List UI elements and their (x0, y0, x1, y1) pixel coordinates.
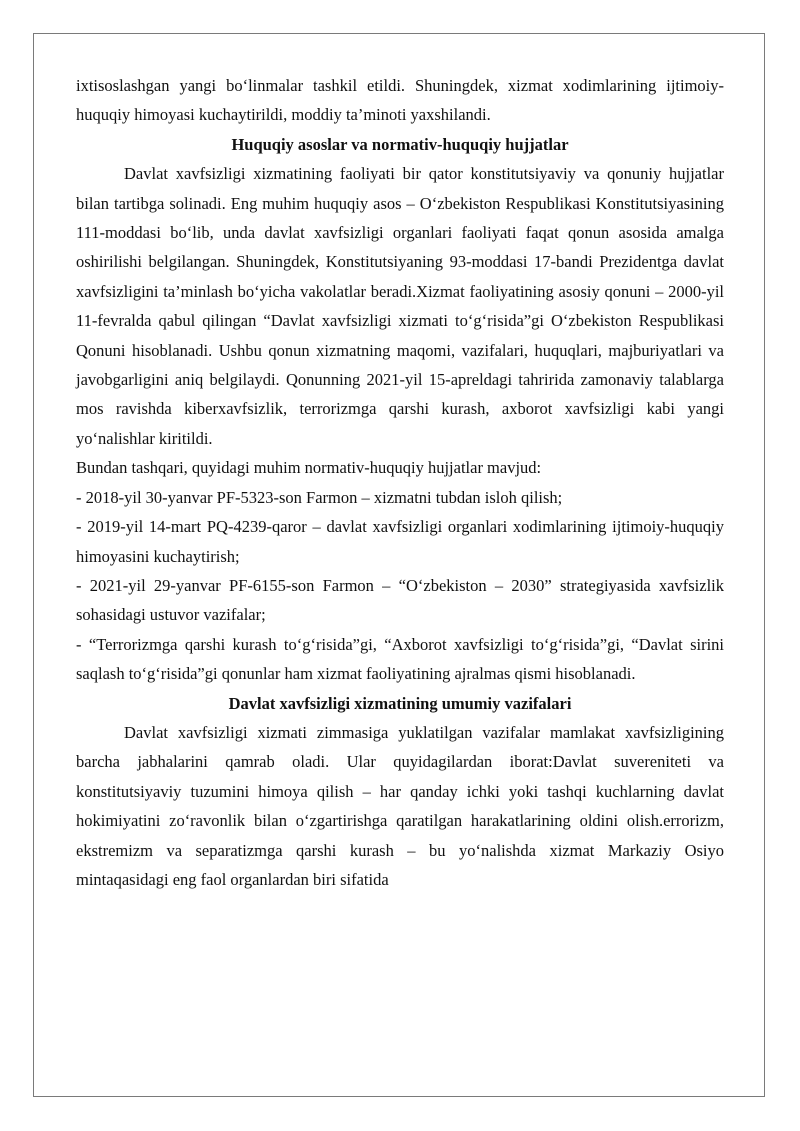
intro-paragraph: ixtisoslashgan yangi bo‘linmalar tashkil etildi. Shuningdek, xizmat xodimlarining ijtimoiy-huquqiy himoyasi kuchaytirildi, moddiy ta’minoti yaxshilandi. (76, 76, 724, 125)
list-item: - 2018-yil 30-yanvar PF-5323-son Farmon – xizmatni tubdan isloh qilish; (76, 487, 563, 507)
list-item: - 2019-yil 14-mart PQ-4239-qaror – davlat xavfsizligi organlari xodimlarining ijtimoiy-huquqiy himoyasini kuchaytirish; (76, 517, 724, 566)
list-intro: Bundan tashqari, quyidagi muhim normativ-huquqiy hujjatlar mavjud: (76, 458, 542, 478)
list-item: - “Terrorizmga qarshi kurash to‘g‘risida”gi, “Axborot xavfsizligi to‘g‘risida”gi, “Davlat sirini saqlash to‘g‘risida”gi qonunlar ham xizmat faoliyatining ajralmas qismi hisoblanadi. (76, 634, 724, 684)
legal-basis-paragraph: Davlat xavfsizligi xizmatining faoliyati bir qator konstitutsiyaviy va qonuniy hujjatlar bilan tartibga solinadi. Eng muhim huquqiy asos – O‘zbekiston Respublikasi Konstitutsiyasining 111-moddasi bo‘lib, unda davlat xavfsizligi organlari faoliyati faqat qonun asosida amalga oshirilishi belgilangan. Shuningdek, Konstitutsiyaning 93-moddasi 17-bandi Prezidentga davlat xavfsizligini ta’minlash bo‘yicha vakolatlar beradi.Xizmat faoliyatining asosiy qonuni – 2000-yil 11-fevralda qabul qilingan “Davlat xavfsizligi xizmati to‘g‘risida”gi O‘zbekiston Respublikasi Qonuni hisoblanadi. Ushbu qonun xizmatning maqomi, vazifalari, huquqlari, majburiyatlari va javobgarligini aniq belgilaydi. Qonunning 2021-yil 15-apreldagi tahririda zamonaviy talablarga mos ravishda kiberxavfsizlik, terrorizmga qarshi kurash, axborot xavfsizligi kabi yangi yo‘nalishlar kiritildi. (76, 164, 724, 448)
section-heading-legal-basis: Huquqiy asoslar va normativ-huquqiy hujjatlar (231, 134, 569, 154)
section-heading-general-tasks: Davlat xavfsizligi xizmatining umumiy vazifalari (228, 693, 572, 713)
list-item: - 2021-yil 29-yanvar PF-6155-son Farmon – “O‘zbekiston – 2030” strategiyasida xavfsizlik sohasidagi ustuvor vazifalar; (76, 575, 724, 625)
normative-documents-list (76, 483, 724, 689)
general-tasks-paragraph: Davlat xavfsizligi xizmati zimmasiga yuklatilgan vazifalar mamlakat xavfsizligining barcha jabhalarini qamrab oladi. Ular quyidagilardan iborat:Davlat suvereniteti va konstitutsiyaviy tuzumini himoya qilish – har qanday ichki yoki tashqi kuchlarning davlat hokimiyatini zo‘ravonlik bilan o‘zgartirishga qaratilgan harakatlarining oldini olish.errorizm, ekstremizm va separatizmga qarshi kurash – bu yo‘nalishda xizmat Markaziy Osiyo mintaqasidagi eng faol organlardan biri sifatida (76, 722, 724, 889)
document-body (76, 71, 724, 894)
